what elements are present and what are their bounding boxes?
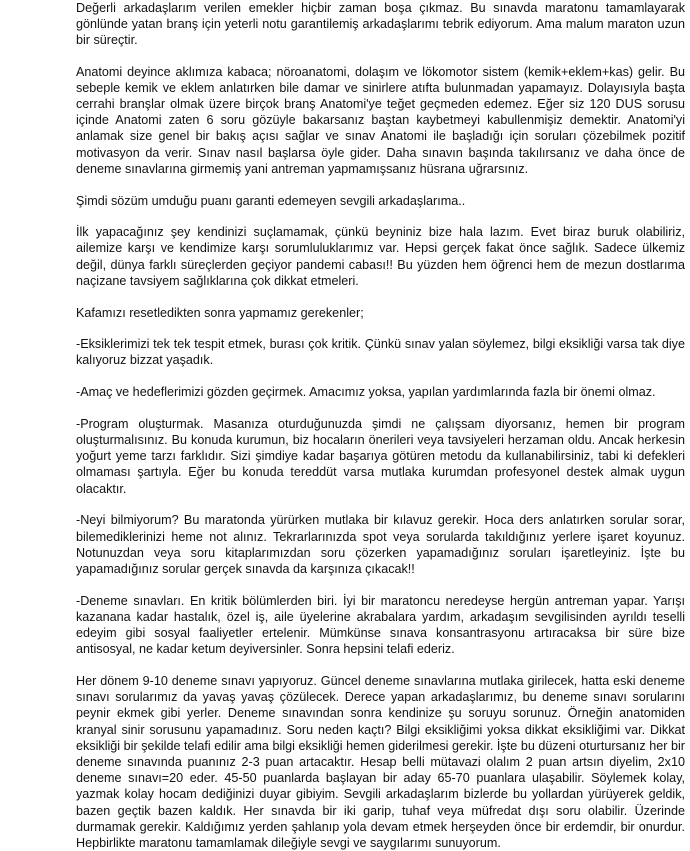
paragraph-intro: Değerli arkadaşlarım verilen emekler hiçbir zaman boşa çıkmaz. Bu sınavda maratonu tamamlayarak gönlünde yatan branş için yeterli notu garantilemiş arkadaşlarımı tebrik ediyorum. Ama malum maraton uzun bir süreçtir. [76, 1, 685, 48]
paragraph-address: Şimdi sözüm umduğu puanı garanti edemeyen sevgili arkadaşlarıma.. [76, 193, 466, 208]
paragraph-program: -Program oluşturmak. Masanıza oturduğunuzda şimdi ne çalışsam diyorsanız, hemen bir program oluşturmalısınız. Bu konuda kurumun, biz hocaların önerileri veya tavsiyeleri herzaman oldu. Ancak herkesin yoğurt yeme tarzı farklıdır. Sizi şimdiye kadar başarıya götüren metodu da kullanabilirsiniz, tabi ki defekleri olmaması şartıyla. Eğer bu konuda tereddüt varsa mutlaka kurumdan profesyonel destek almak uygun olacaktır. [76, 416, 685, 496]
paragraph-missing-items: -Eksiklerimizi tek tek tespit etmek, burası çok kritik. Çünkü sınav yalan söylemez, bilgi eksikliği varsa tak diye kalıyoruz bizzat yaşadık. [76, 337, 685, 368]
paragraph-first-step: İlk yapacağınız şey kendinizi suçlamamak, çünkü beyniniz bize hala lazım. Evet biraz buruk olabiliriz, ailemize karşı ve kendimize karşı sorumluluklarımız var. Hepsi gerçek fakat önce sağlık. Sadece ülkemiz değil, dünya farklı süreçlerden geçiyor pandemi cabası!! Bu yüzden hem öğrenci hem de mezun dostlarıma naçizane tavsiyem sağlıklarına çok dikkat etmeleri. [76, 225, 685, 288]
paragraph-what-dont-know: -Neyi bilmiyorum? Bu maratonda yürürken mutlaka bir kılavuz gerekir. Hoca ders anlatırken sorular sorar, bilemediklerinizi heme not alınız. Tekrarlarınızda spot veya sorularda takıldığınız yerlere işaret koyunuz. Notunuzdan veya soru kitaplarımızdan soru çözerken yapamadığınız soruları işaretleyiniz. İşte bu yapamadığınız sorular gerçek sınavda da karşınıza çıkacak!! [76, 513, 685, 576]
paragraph-closing: Her dönem 9-10 deneme sınavı yapıyoruz. Güncel deneme sınavlarına mutlaka girilecek, hatta eski deneme sınavı sorularımız da yavaş yavaş çözülecek. Derece yapan arkadaşlarımız, bu deneme sınavı sorularını peynir ekmek gibi yerler. Deneme sınavından sonra kendinize şu soruyu sorunuz. Örneğin anatomiden kranyal sinir sorusunu yapamadınız. Soru neden kaçtı? Bilgi eksikliğimi yoksa dikkat eksikliğimi var. Dikkat eksikliği bir şekilde telafi edilir ama bilgi eksikliği hemen giderilmesi gerekir. İşte bu düzeni oturtursanız her bir deneme sınavında puanınız 2-3 puan artacaktır. Hesap belli mütavazi olalım 2 puan artsın diyelim, 2x10 deneme sınavı=20 eder. 45-50 puanlarda başlayan bir aday 65-70 puanlara ulaşabilir. Söylemek kolay, yazmak kolay hocam dediğinizi duyar gibiyim. Sevgili arkadaşlarım bizlerde bu yollardan yürüyerek geldik, bazen geçtik bazen kaldık. Her sınavda bir iki garip, tuhaf veya müfredat dışı soru olabilir. Üzerinde durmamak gerekir. Kaldığımız yerden şahlanıp yola devam etmek herşeyden önce bir erdemdir, bir onurdur. Hepbirlikte maratonu tamamlamak dileğiyle sevgi ve saygılarımı sunuyorum. [76, 674, 685, 851]
document-body [76, 0, 685, 851]
paragraph-anatomy: Anatomi deyince aklımıza kabaca; nöroanatomi, dolaşım ve lökomotor sistem (kemik+eklem+kas) gelir. Bu sebeple kemik ve eklem anlatırken bile damar ve sinirlere atıfta bulunmadan yapamayız. Dolayısıyla başta cerrahi branşlar olmak üzere birçok branş Anatomi'ye teğet geçmeden edemez. Eğer siz 120 DUS sorusu içinde Anatomi zaten 6 soru gözüyle bakarsanız baştan kaybetmeyi kabullenmişiz demektir. Anatomi'yi anlamak size genel bir bakış açısı sağlar ve sınav Anatomi ile başladığı için soruları çözebilmek pozitif motivasyon da verir. Sınav nasıl başlarsa öyle gider. Daha sınavın başında takılırsanız ve daha önce de deneme sınavlarına girmemiş yani antreman yapmamışsanız hüsrana uğrarsınız. [76, 64, 685, 176]
paragraph-goals: -Amaç ve hedeflerimizi gözden geçirmek. Amacımız yoksa, yapılan yardımlarında fazla bir önemi olmaz. [76, 385, 656, 400]
paragraph-mock-exams: -Deneme sınavları. En kritik bölümlerden biri. İyi bir maratoncu neredeyse hergün antreman yapar. Yarışı kazanana kadar hastalık, özel iş, aile üyelerine akrabalara yardım, arkadaşım sevgilisinden ayrıldı teselli edeyim gibi sosyal faaliyetler ertelenir. Mümkünse sınava konsantrasyonu artıracaksa bir süre bize antisosyal, ne kadar ketum deyiversinler. Sonra hepsini telafi ederiz. [76, 593, 685, 657]
paragraph-todo-heading: Kafamızı resetledikten sonra yapmamız gerekenler; [76, 305, 364, 320]
